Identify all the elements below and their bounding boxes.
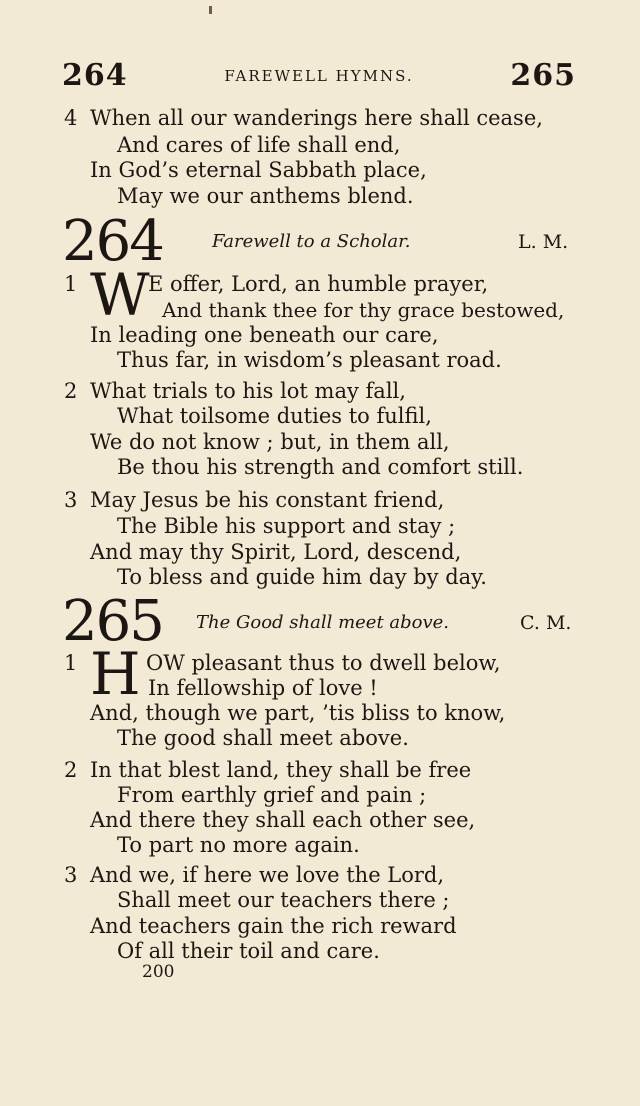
verse-line: And there they shall each other see,: [90, 808, 476, 832]
verse-line: In fellowship of love !: [148, 676, 378, 700]
verse-line: E offer, Lord, an humble prayer,: [148, 272, 489, 296]
verse-line: OW pleasant thus to dwell below,: [146, 651, 501, 675]
hymn-title: Farewell to a Scholar.: [212, 231, 411, 252]
verse-line: May we our anthems blend.: [117, 184, 414, 208]
verse-line: What toilsome duties to fulfil,: [117, 404, 432, 428]
drop-cap: W: [90, 261, 150, 329]
verse-number: 3: [64, 488, 78, 512]
verse-line: And cares of life shall end,: [117, 133, 401, 157]
verse-line: And teachers gain the rich reward: [90, 914, 457, 938]
hymn-number: 265: [62, 589, 163, 654]
running-header: [62, 58, 576, 94]
drop-cap: H: [90, 640, 141, 708]
verse-line: When all our wanderings here shall cease,: [90, 106, 543, 130]
hymn-meter: L. M.: [518, 231, 569, 253]
verse-number: 2: [64, 379, 78, 403]
verse-number: 1: [64, 651, 78, 675]
signature-number: 200: [142, 962, 175, 982]
verse-line: To part no more again.: [117, 833, 360, 857]
verse-line: What trials to his lot may fall,: [90, 379, 406, 403]
verse-line: Of all their toil and care.: [117, 939, 380, 963]
verse-line: Thus far, in wisdom’s pleasant road.: [117, 348, 502, 372]
verse-line: And, though we part, ’tis bliss to know,: [90, 701, 506, 725]
running-title: FAREWELL HYMNS.: [224, 67, 414, 85]
left-page-number: 264: [62, 58, 128, 93]
verse-line: In leading one beneath our care,: [90, 323, 439, 347]
verse-line: The good shall meet above.: [117, 726, 409, 750]
verse-line: May Jesus be his constant friend,: [90, 488, 445, 512]
verse-line: To bless and guide him day by day.: [117, 565, 487, 589]
hymn-meter: C. M.: [520, 612, 572, 634]
right-page-number: 265: [510, 58, 576, 93]
verse-line: We do not know ; but, in them all,: [90, 430, 450, 454]
verse-number: 3: [64, 863, 78, 887]
verse-line: The Bible his support and stay ;: [117, 514, 456, 538]
verse-line: In that blest land, they shall be free: [90, 758, 472, 782]
hymn-number: 264: [62, 209, 163, 274]
verse-line: And thank thee for thy grace bestowed,: [162, 298, 565, 322]
verse-line: From earthly grief and pain ;: [117, 783, 427, 807]
verse-line: And we, if here we love the Lord,: [90, 863, 445, 887]
hymn-title: The Good shall meet above.: [196, 612, 450, 633]
verse-line: In God’s eternal Sabbath place,: [90, 158, 427, 182]
verse-line: Shall meet our teachers there ;: [117, 888, 450, 912]
print-mark: [209, 6, 212, 14]
verse-number: 2: [64, 758, 78, 782]
verse-line: And may thy Spirit, Lord, descend,: [90, 540, 462, 564]
verse-line: Be thou his strength and comfort still.: [117, 455, 524, 479]
verse-number: 1: [64, 272, 78, 296]
verse-number: 4: [64, 106, 78, 130]
